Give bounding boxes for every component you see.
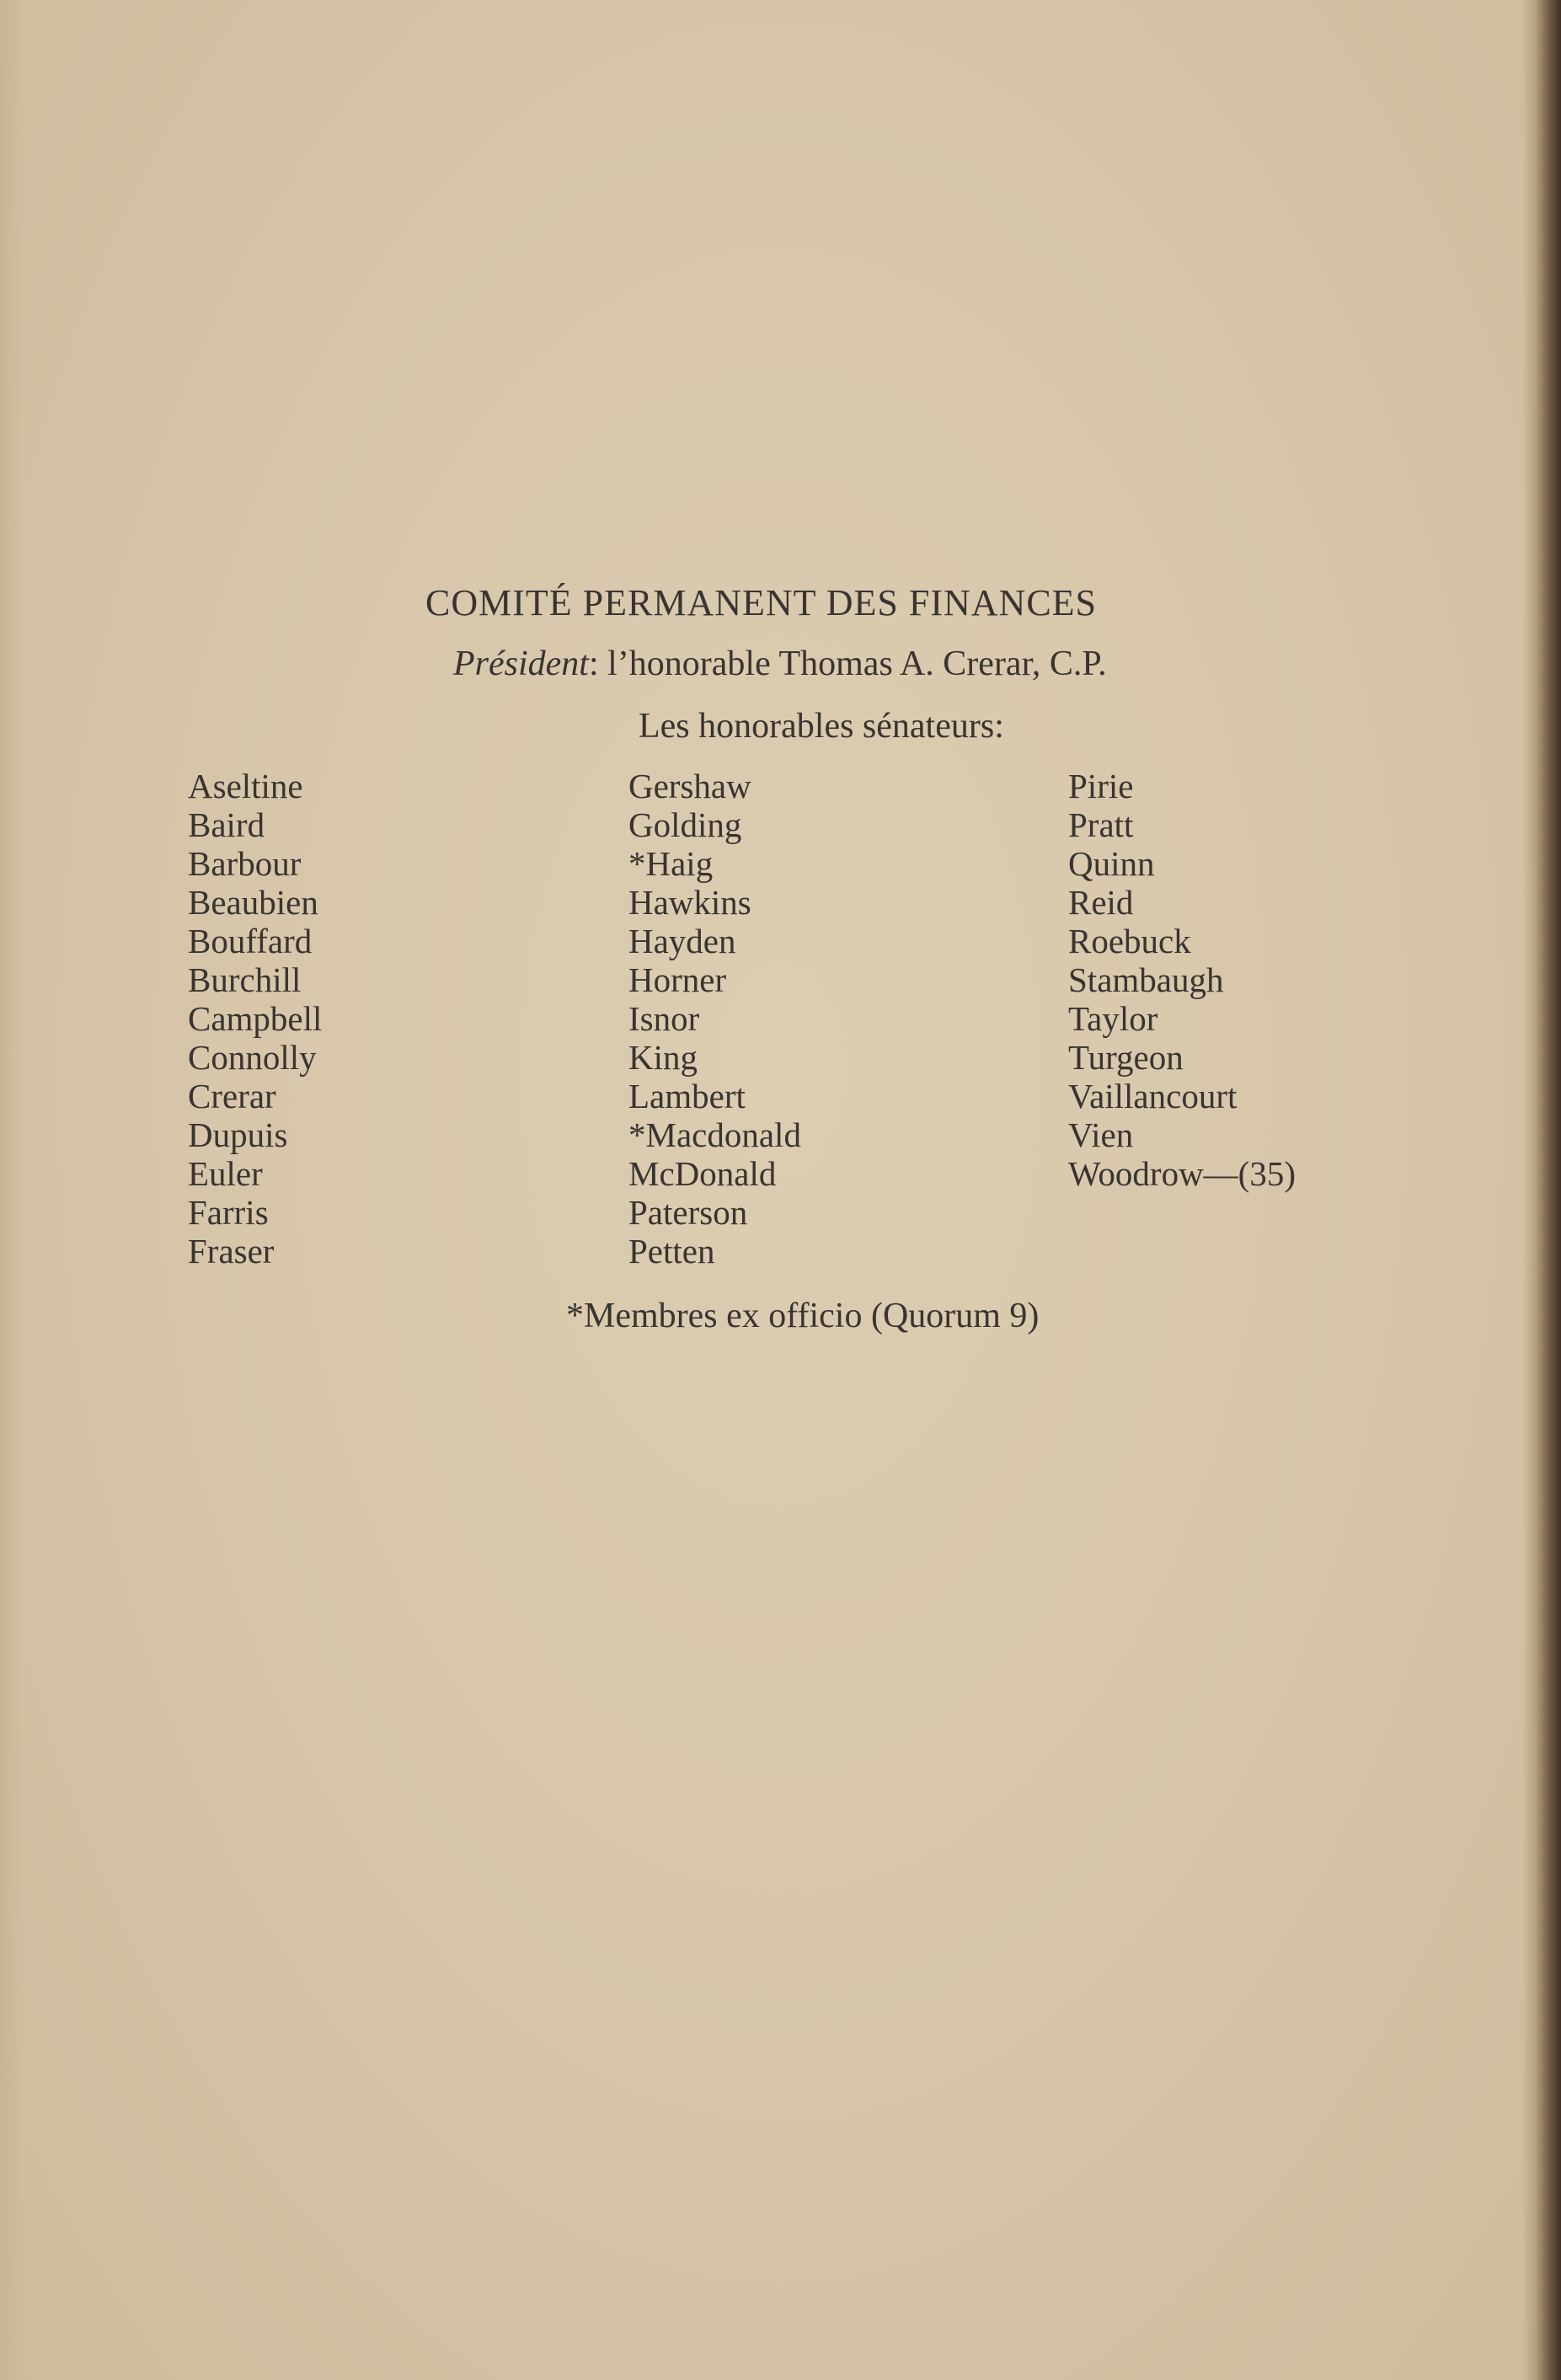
member-name: Horner [628,960,727,999]
member-name: Gershaw [628,767,751,805]
members-column-2 [628,767,801,1270]
page-left-edge [0,0,24,2380]
president-label: Président [453,644,589,683]
member-name: Lambert [628,1077,746,1115]
member-name: Vaillancourt [1068,1077,1238,1115]
member-name: Bouffard [188,922,313,960]
member-name: Isnor [628,999,700,1038]
member-name: Pratt [1068,805,1134,844]
member-name: Aseltine [188,767,303,805]
member-name: Hawkins [628,883,751,922]
member-name: Taylor [1068,999,1158,1038]
ex-officio-footnote: *Membres ex officio (Quorum 9) [566,1297,1040,1335]
member-name: Roebuck [1068,922,1191,960]
member-name: Barbour [188,844,302,883]
member-name: McDonald [628,1154,777,1193]
member-name: Hayden [628,922,736,960]
members-column-3 [1068,767,1296,1193]
member-name: Beaubien [188,883,318,922]
member-name: Dupuis [188,1115,288,1154]
member-name: Farris [188,1193,269,1232]
member-name: Burchill [188,960,302,999]
member-name: Stambaugh [1068,960,1224,999]
senators-intro: Les honorables sénateurs: [639,707,1004,746]
member-name: King [628,1038,698,1077]
member-name: Campbell [188,999,323,1038]
member-name: *Macdonald [628,1115,801,1154]
member-name: Pirie [1068,767,1134,805]
president-name: : l’honorable Thomas A. Crerar, C.P. [588,644,1107,683]
president-line [453,644,1107,684]
member-name: Woodrow—(35) [1068,1154,1296,1193]
member-name: Paterson [628,1193,748,1232]
member-name: Vien [1068,1115,1134,1154]
committee-title: COMITÉ PERMANENT DES FINANCES [425,582,1098,623]
member-name: Turgeon [1068,1038,1184,1077]
members-column-1 [188,767,322,1270]
member-name: Fraser [188,1232,275,1270]
member-name: Reid [1068,883,1134,922]
member-name: Euler [188,1154,263,1193]
member-name: Golding [628,805,742,844]
member-name: Quinn [1068,844,1155,883]
member-name: Petten [628,1232,715,1270]
member-name: Baird [188,805,265,844]
member-name: Crerar [188,1077,276,1115]
member-name: *Haig [628,844,714,883]
book-gutter-shadow [1522,0,1561,2380]
member-name: Connolly [188,1038,317,1077]
